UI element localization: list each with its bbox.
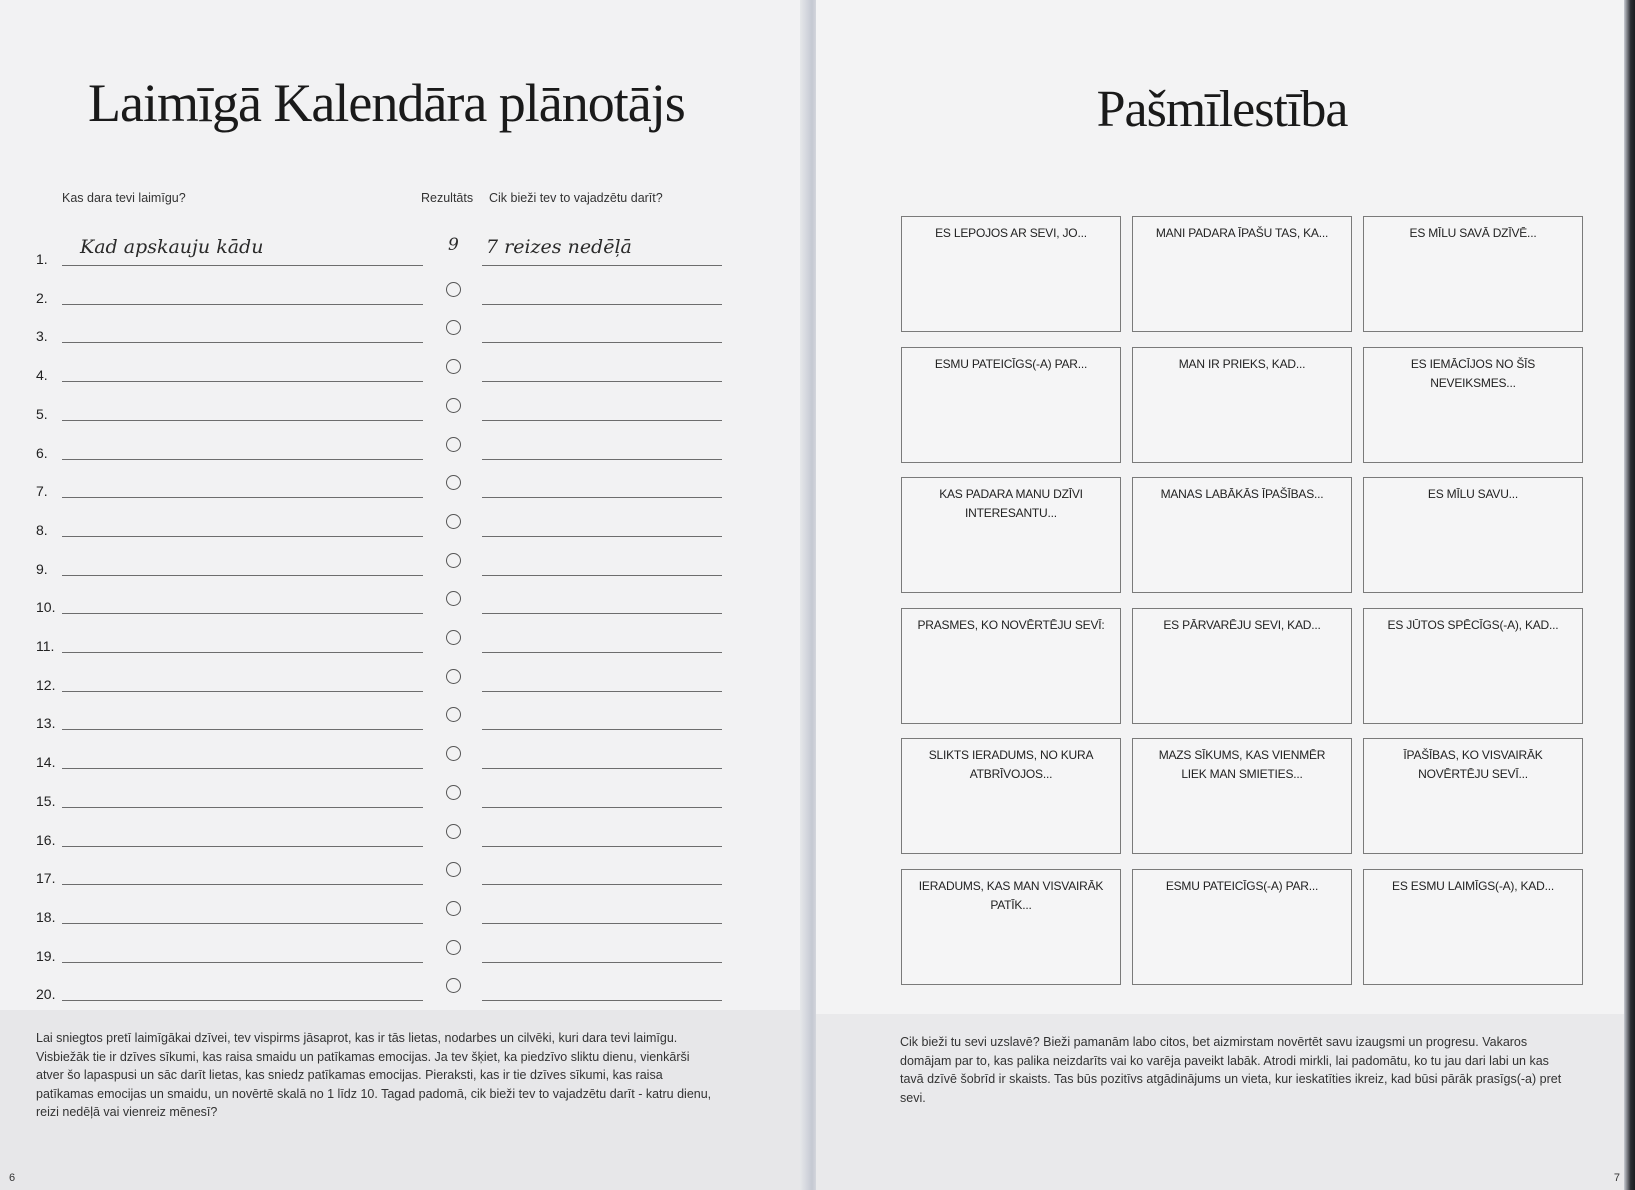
activity-text: Kad apskauju kādu	[80, 236, 264, 258]
instructions-text-left: Lai sniegtos pretī laimīgākai dzīvei, tev vispirms jāsaprot, kas ir tās lietas, nodarbes un cilvēki, kuri dara tevi laimīgu. Visbiežāk tie ir dzīves sīkumi, kas raisa smaidu un patīkamas emocijas. Ja tev šķiet, ka piedzīvo sliktu dienu, vienkārši atver šo lapaspusi un sāc darīt lietas, kas sniedz patīkamas emocijas. Pieraksti, kas ir tie dzīves sīkumi, kas raisa patīkamas emocijas un smaidu, un novērtē skalā no 1 līdz 10. Tagad padomā, cik bieži tev to vajadzētu darīt - katru dienu, reizi nedēļā vai vienreiz mēnesī?	[36, 1031, 712, 1119]
prompt-label: KAS PADARA MANU DZĪVI INTERESANTU...	[939, 487, 1083, 521]
row-number: 5.	[36, 405, 48, 422]
result-circle[interactable]	[446, 553, 461, 568]
prompt-box[interactable]	[1363, 347, 1583, 463]
prompt-label: PRASMES, KO NOVĒRTĒJU SEVĪ:	[917, 617, 1105, 632]
planner-row	[0, 657, 808, 695]
planner-row	[0, 734, 808, 772]
prompt-label: MANAS LABĀKĀS ĪPAŠĪBAS...	[1160, 487, 1324, 502]
frequency-line[interactable]	[482, 807, 722, 808]
prompt-box[interactable]	[1363, 216, 1583, 332]
activity-line[interactable]	[62, 846, 423, 847]
prompt-label: ES MĪLU SAVU...	[1427, 487, 1519, 502]
row-number: 19.	[36, 947, 56, 964]
row-number: 7.	[36, 483, 48, 500]
self-love-title: Pašmīlestība	[1096, 81, 1348, 138]
activity-line[interactable]	[62, 304, 423, 305]
prompt-label: MANI PADARA ĪPAŠU TAS, KA...	[1155, 226, 1329, 240]
planner-row	[0, 579, 808, 617]
planner-row	[0, 928, 808, 966]
frequency-line[interactable]	[482, 691, 722, 692]
activity-line[interactable]	[62, 729, 423, 730]
frequency-line[interactable]	[482, 846, 722, 847]
row-number: 10.	[36, 599, 56, 616]
result-circle[interactable]	[446, 669, 461, 684]
planner-row	[0, 502, 808, 540]
activity-line[interactable]	[62, 923, 423, 924]
prompt-label: ĪPAŠĪBAS, KO VISVAIRĀK NOVĒRTĒJU SEVĪ...	[1403, 748, 1543, 782]
result-circle[interactable]	[446, 785, 461, 800]
prompt-label: ES IEMĀCĪJOS NO ŠĪS NEVEIKSMES...	[1410, 356, 1536, 390]
prompt-label: ES JŪTOS SPĒCĪGS(-A), KAD...	[1387, 617, 1559, 632]
frequency-line[interactable]	[482, 768, 722, 769]
activity-line[interactable]	[62, 536, 423, 537]
planner-row	[0, 695, 808, 733]
prompt-label: ES ESMU LAIMĪGS(-A), KAD...	[1392, 879, 1554, 893]
planner-row	[0, 773, 808, 811]
prompt-label: SLIKTS IERADUMS, NO KURA ATBRĪVOJOS...	[928, 748, 1094, 782]
activity-line[interactable]	[62, 884, 423, 885]
activity-line[interactable]	[62, 459, 423, 460]
result-circle[interactable]	[446, 630, 461, 645]
result-circle[interactable]	[446, 978, 461, 993]
activity-line[interactable]	[62, 652, 423, 653]
planner-row	[0, 347, 808, 385]
row-number: 3.	[36, 328, 48, 345]
result-circle[interactable]	[446, 591, 461, 606]
frequency-text: 7 reizes nedēļā	[486, 236, 632, 258]
right-page	[816, 0, 1628, 1190]
prompt-box[interactable]	[1363, 608, 1583, 724]
frequency-line[interactable]	[482, 459, 722, 460]
result-circle[interactable]	[446, 320, 461, 335]
row-number: 13.	[36, 715, 56, 732]
prompt-box[interactable]	[1132, 477, 1352, 593]
instructions-panel-right	[816, 1014, 1628, 1190]
result-circle[interactable]	[446, 398, 461, 413]
planner-row	[0, 231, 808, 269]
prompt-label: ESMU PATEICĪGS(-A) PAR...	[1165, 879, 1319, 893]
planner-row	[0, 618, 808, 656]
planner-row	[0, 966, 808, 1004]
planner-row	[0, 386, 808, 424]
prompt-label: MAZS SĪKUMS, KAS VIENMĒR LIEK MAN SMIETIES...	[1158, 748, 1326, 782]
prompt-box[interactable]	[1132, 738, 1352, 854]
row-number: 14.	[36, 754, 56, 771]
activity-line[interactable]	[62, 497, 423, 498]
planner-row	[0, 812, 808, 850]
prompt-box[interactable]	[1363, 477, 1583, 593]
frequency-line[interactable]	[482, 884, 722, 885]
result-circle[interactable]	[446, 862, 461, 877]
row-number: 17.	[36, 870, 56, 887]
row-number: 9.	[36, 560, 48, 577]
prompt-box[interactable]	[1132, 347, 1352, 463]
column-header-frequency: Cik bieži tev to vajadzētu darīt?	[489, 191, 663, 205]
frequency-line[interactable]	[482, 652, 722, 653]
prompt-label: ES LEPOJOS AR SEVI, JO...	[935, 226, 1087, 240]
frequency-line[interactable]	[482, 613, 722, 614]
activity-line[interactable]	[62, 420, 423, 421]
prompt-box[interactable]	[1363, 738, 1583, 854]
frequency-line[interactable]	[482, 1000, 722, 1001]
prompt-box[interactable]	[1363, 869, 1583, 985]
activity-line[interactable]	[62, 691, 423, 692]
prompt-label: ES PĀRVARĒJU SEVI, KAD...	[1163, 617, 1321, 632]
prompt-box[interactable]	[901, 347, 1121, 463]
prompt-box[interactable]	[901, 869, 1121, 985]
row-number: 1.	[36, 251, 48, 267]
planner-row	[0, 889, 808, 927]
row-number: 16.	[36, 831, 56, 848]
result-score: 9	[448, 235, 459, 255]
instructions-panel-left	[0, 1010, 808, 1190]
prompt-box[interactable]	[901, 477, 1121, 593]
planner-row	[0, 541, 808, 579]
row-number: 20.	[36, 986, 56, 1003]
prompt-label: MAN IR PRIEKS, KAD...	[1178, 356, 1306, 371]
frequency-line[interactable]	[482, 265, 722, 266]
result-circle[interactable]	[446, 901, 461, 916]
page-number-left: 6	[9, 1172, 16, 1184]
activity-line[interactable]	[62, 265, 423, 266]
left-page	[0, 0, 808, 1190]
result-circle[interactable]	[446, 359, 461, 374]
row-number: 15.	[36, 792, 56, 809]
activity-line[interactable]	[62, 613, 423, 614]
frequency-line[interactable]	[482, 962, 722, 963]
activity-line[interactable]	[62, 962, 423, 963]
row-number: 11.	[36, 638, 55, 654]
activity-line[interactable]	[62, 575, 423, 576]
result-circle[interactable]	[446, 282, 461, 297]
prompt-box[interactable]	[901, 216, 1121, 332]
prompt-box[interactable]	[1132, 869, 1352, 985]
row-number: 12.	[36, 676, 56, 693]
planner-row	[0, 308, 808, 346]
frequency-line[interactable]	[482, 342, 722, 343]
result-circle[interactable]	[446, 746, 461, 761]
frequency-line[interactable]	[482, 381, 722, 382]
prompt-label: ES MĪLU SAVĀ DZĪVĒ...	[1409, 226, 1537, 240]
frequency-line[interactable]	[482, 729, 722, 730]
row-number: 18.	[36, 908, 56, 925]
result-circle[interactable]	[446, 824, 461, 839]
activity-line[interactable]	[62, 807, 423, 808]
row-number: 6.	[36, 444, 48, 461]
instructions-text-right: Cik bieži tu sevi uzslavē? Bieži pamanām labo citos, bet aizmirstam novērtēt savu izaugsmi un progresu. Vakaros domājam par to, kas palika neizdarīts vai ko varēja paveikt labāk. Atrodi mirkli, lai padomātu, ko tu jau dari labi un kas tavā dzīvē šobrīd ir skaists. Tas būs pozitīvs atgādinājums un vieta, kur ieskatīties ikreiz, kad būsi pārāk prasīgs(-a) pret sevi.	[900, 1035, 1562, 1105]
row-number: 4.	[36, 367, 48, 384]
activity-line[interactable]	[62, 381, 423, 382]
prompt-box[interactable]	[1132, 216, 1352, 332]
frequency-line[interactable]	[482, 575, 722, 576]
row-number: 8.	[36, 521, 48, 538]
frequency-line[interactable]	[482, 497, 722, 498]
result-circle[interactable]	[446, 437, 461, 452]
column-header-result: Rezultāts	[421, 191, 474, 205]
book-edge	[1624, 0, 1635, 1190]
frequency-line[interactable]	[482, 536, 722, 537]
frequency-line[interactable]	[482, 923, 722, 924]
row-number: 2.	[36, 289, 48, 306]
activity-line[interactable]	[62, 1000, 423, 1001]
column-header-activity: Kas dara tevi laimīgu?	[62, 191, 186, 205]
prompt-label: ESMU PATEICĪGS(-A) PAR...	[934, 356, 1088, 371]
activity-line[interactable]	[62, 342, 423, 343]
result-circle[interactable]	[446, 514, 461, 529]
prompt-box[interactable]	[901, 608, 1121, 724]
result-circle[interactable]	[446, 707, 461, 722]
planner-row	[0, 425, 808, 463]
planner-row	[0, 463, 808, 501]
planner-title: Laimīgā Kalendāra plānotājs	[88, 73, 685, 133]
page-number-right: 7	[1613, 1172, 1620, 1184]
result-circle[interactable]	[446, 475, 461, 490]
frequency-line[interactable]	[482, 420, 722, 421]
prompt-box[interactable]	[1132, 608, 1352, 724]
planner-row	[0, 850, 808, 888]
prompt-box[interactable]	[901, 738, 1121, 854]
activity-line[interactable]	[62, 768, 423, 769]
planner-row	[0, 270, 808, 308]
result-circle[interactable]	[446, 940, 461, 955]
frequency-line[interactable]	[482, 304, 722, 305]
prompt-label: IERADUMS, KAS MAN VISVAIRĀK PATĪK...	[918, 879, 1104, 912]
